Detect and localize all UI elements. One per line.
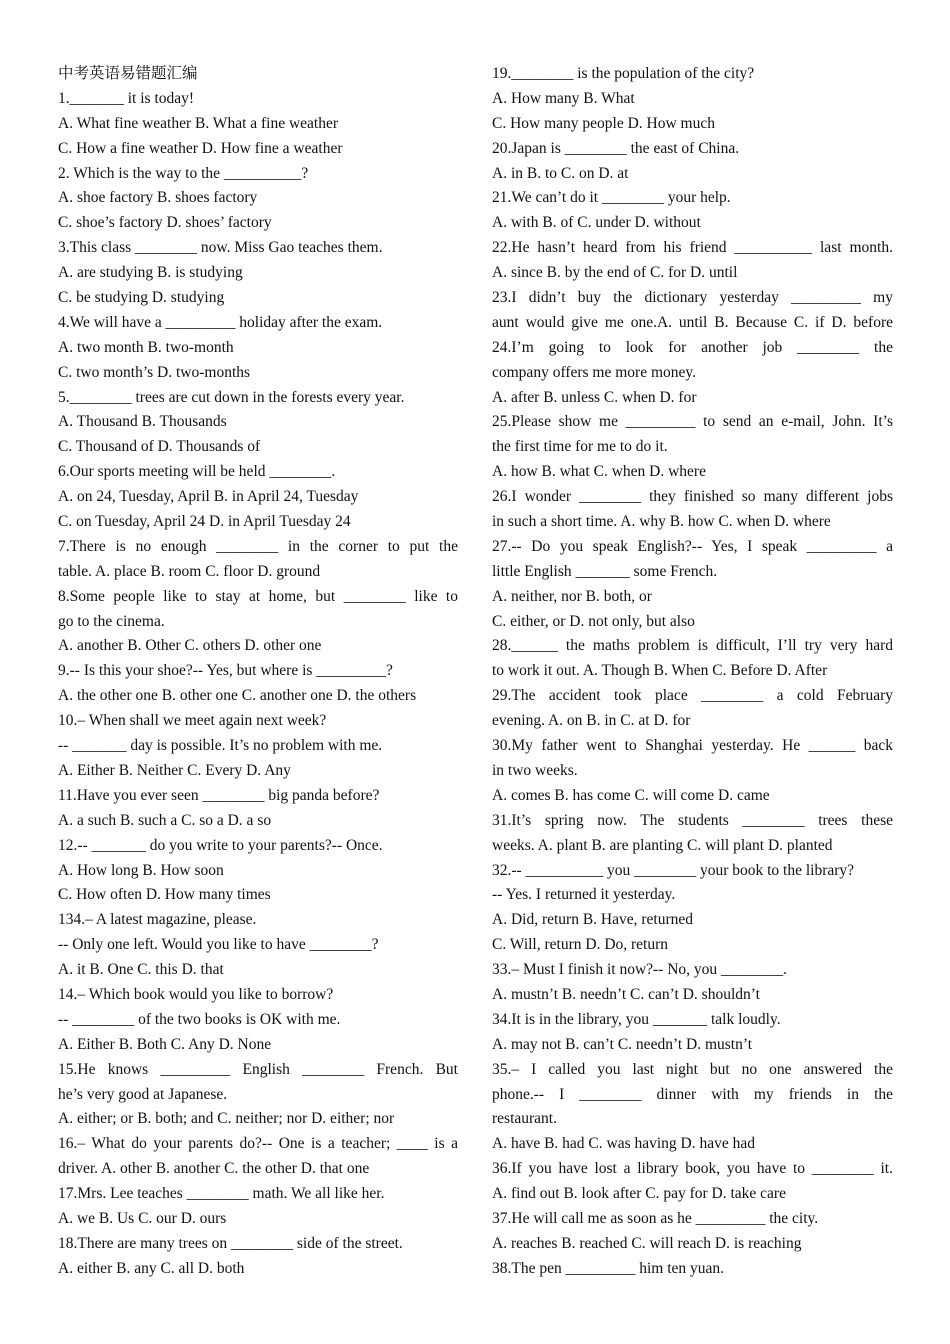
question-line: 30.My father went to Shanghai yesterday. He ______ back [492, 737, 893, 755]
question-line: evening. A. on B. in C. at D. for [492, 712, 691, 730]
question-line: 7.There is no enough ________ in the corner to put the [58, 537, 458, 555]
question-line: 28.______ the maths problem is difficult, I’ll try very hard [492, 637, 893, 655]
question-line: 38.The pen _________ him ten yuan. [492, 1259, 725, 1277]
question-line: 3.This class ________ now. Miss Gao teaches them. [58, 239, 383, 257]
question-line: 26.I wonder ________ they finished so many different jobs [492, 488, 893, 506]
question-line: 31.It’s spring now. The students ________ trees these [492, 811, 893, 829]
question-line: A. mustn’t B. needn’t C. can’t D. shouldn’t [492, 985, 760, 1003]
question-line: 5.________ trees are cut down in the forests every year. [58, 388, 405, 406]
question-line: A. Either B. Neither C. Every D. Any [58, 761, 291, 779]
question-line: 27.-- Do you speak English?-- Yes, I speak _________ a [492, 537, 893, 555]
document-title: 中考英语易错题汇编 [58, 65, 198, 82]
question-line: -- Only one left. Would you like to have ________? [58, 936, 379, 954]
question-line: 134.– A latest magazine, please. [58, 911, 257, 929]
question-line: 11.Have you ever seen ________ big panda before? [58, 786, 380, 804]
question-line: A. may not B. can’t C. needn’t D. mustn’t [492, 1035, 753, 1053]
question-line: 18.There are many trees on ________ side of the street. [58, 1234, 403, 1252]
right-column [492, 62, 893, 1282]
question-line: driver. A. other B. another C. the other D. that one [58, 1160, 370, 1178]
question-line: A. shoe factory B. shoes factory [58, 189, 258, 207]
question-line: A. Did, return B. Have, returned [492, 911, 694, 929]
question-line: in such a short time. A. why B. how C. when D. where [492, 513, 831, 531]
question-line: C. shoe’s factory D. shoes’ factory [58, 214, 272, 232]
question-line: A. How many B. What [492, 89, 635, 107]
question-line: 4.We will have a _________ holiday after the exam. [58, 313, 383, 331]
question-line: A. Either B. Both C. Any D. None [58, 1035, 272, 1053]
question-line: to work it out. A. Though B. When C. Before D. After [492, 662, 828, 680]
question-line: C. Will, return D. Do, return [492, 936, 669, 954]
question-line: the first time for me to do it. [492, 438, 668, 456]
question-line: -- _______ day is possible. It’s no problem with me. [58, 737, 383, 755]
question-line: A. it B. One C. this D. that [58, 961, 224, 979]
question-line: C. Thousand of D. Thousands of [58, 438, 261, 456]
question-line: A. Thousand B. Thousands [58, 413, 227, 431]
question-line: 22.He hasn’t heard from his friend __________ last month. [492, 239, 893, 257]
question-line: 9.-- Is this your shoe?-- Yes, but where is _________? [58, 662, 393, 680]
question-line: 17.Mrs. Lee teaches ________ math. We all like her. [58, 1185, 385, 1203]
question-line: A. another B. Other C. others D. other one [58, 637, 322, 655]
question-line: A. reaches B. reached C. will reach D. is reaching [492, 1234, 802, 1252]
question-line: -- Yes. I returned it yesterday. [492, 886, 676, 904]
question-line: A. two month B. two-month [58, 338, 234, 356]
question-line: he’s very good at Japanese. [58, 1085, 228, 1103]
question-line: C. be studying D. studying [58, 289, 225, 307]
question-line: A. How long B. How soon [58, 861, 224, 879]
question-line: 32.-- __________ you ________ your book to the library? [492, 861, 855, 879]
left-column [58, 62, 458, 1282]
question-line: C. either, or D. not only, but also [492, 612, 695, 630]
question-line: 2. Which is the way to the __________? [58, 164, 309, 182]
question-line: 19.________ is the population of the city? [492, 65, 755, 82]
question-line: A. neither, nor B. both, or [492, 587, 652, 605]
question-line: 8.Some people like to stay at home, but ________ like to [58, 587, 458, 605]
question-line: -- ________ of the two books is OK with me. [58, 1010, 341, 1028]
question-line: aunt would give me one.A. until B. Because C. if D. before [492, 313, 893, 331]
question-line: C. on Tuesday, April 24 D. in April Tuesday 24 [58, 513, 351, 531]
question-line: 34.It is in the library, you _______ talk loudly. [492, 1010, 781, 1028]
question-line: 1._______ it is today! [58, 89, 195, 107]
question-line: C. How often D. How many times [58, 886, 271, 904]
question-line: A. either B. any C. all D. both [58, 1259, 245, 1277]
question-line: 6.Our sports meeting will be held ________. [58, 463, 336, 481]
question-line: phone.-- I ________ dinner with my friends in the [492, 1085, 893, 1103]
question-line: table. A. place B. room C. floor D. ground [58, 562, 321, 580]
question-line: 21.We can’t do it ________ your help. [492, 189, 731, 207]
question-line: A. the other one B. other one C. another one D. the others [58, 687, 417, 705]
question-line: little English _______ some French. [492, 562, 718, 580]
question-line: A. have B. had C. was having D. have had [492, 1135, 756, 1153]
question-line: restaurant. [492, 1110, 557, 1128]
question-line: A. comes B. has come C. will come D. came [492, 786, 770, 804]
question-line: in two weeks. [492, 761, 578, 779]
question-line: company offers me more money. [492, 363, 697, 381]
question-line: A. after B. unless C. when D. for [492, 388, 697, 406]
question-line: 35.– I called you last night but no one answered the [492, 1060, 893, 1078]
question-line: C. How many people D. How much [492, 114, 715, 132]
question-line: 36.If you have lost a library book, you have to ________ it. [492, 1160, 893, 1178]
question-line: 25.Please show me _________ to send an e-mail, John. It’s [492, 413, 893, 431]
question-line: C. How a fine weather D. How fine a weather [58, 139, 343, 157]
question-line: weeks. A. plant B. are planting C. will plant D. planted [492, 836, 833, 854]
question-line: A. we B. Us C. our D. ours [58, 1209, 227, 1227]
question-line: A. either; or B. both; and C. neither; nor D. either; nor [58, 1110, 395, 1128]
question-line: A. on 24, Tuesday, April B. in April 24, Tuesday [58, 488, 359, 506]
question-line: 24.I’m going to look for another job ________ the [492, 338, 893, 356]
question-line: 12.-- _______ do you write to your parents?-- Once. [58, 836, 383, 854]
question-line: 33.– Must I finish it now?-- No, you ________. [492, 961, 787, 979]
question-line: 15.He knows _________ English ________ French. But [58, 1060, 458, 1078]
question-line: A. a such B. such a C. so a D. a so [58, 811, 272, 829]
question-line: 14.– Which book would you like to borrow? [58, 985, 334, 1003]
question-line: C. two month’s D. two-months [58, 363, 251, 381]
question-line: A. since B. by the end of C. for D. until [492, 264, 738, 282]
question-line: A. in B. to C. on D. at [492, 164, 629, 182]
question-line: A. are studying B. is studying [58, 264, 243, 282]
question-line: 23.I didn’t buy the dictionary yesterday _________ my [492, 289, 893, 307]
question-line: go to the cinema. [58, 612, 165, 630]
question-line: 29.The accident took place ________ a cold February [492, 687, 893, 705]
question-line: 10.– When shall we meet again next week? [58, 712, 327, 730]
question-line: A. What fine weather B. What a fine weather [58, 114, 339, 132]
question-line: A. with B. of C. under D. without [492, 214, 701, 232]
question-line: A. how B. what C. when D. where [492, 463, 706, 481]
question-line: 16.– What do your parents do?-- One is a teacher; ____ is a [58, 1135, 458, 1153]
question-line: A. find out B. look after C. pay for D. take care [492, 1185, 786, 1203]
question-line: 20.Japan is ________ the east of China. [492, 139, 740, 157]
question-line: 37.He will call me as soon as he _________ the city. [492, 1209, 819, 1227]
